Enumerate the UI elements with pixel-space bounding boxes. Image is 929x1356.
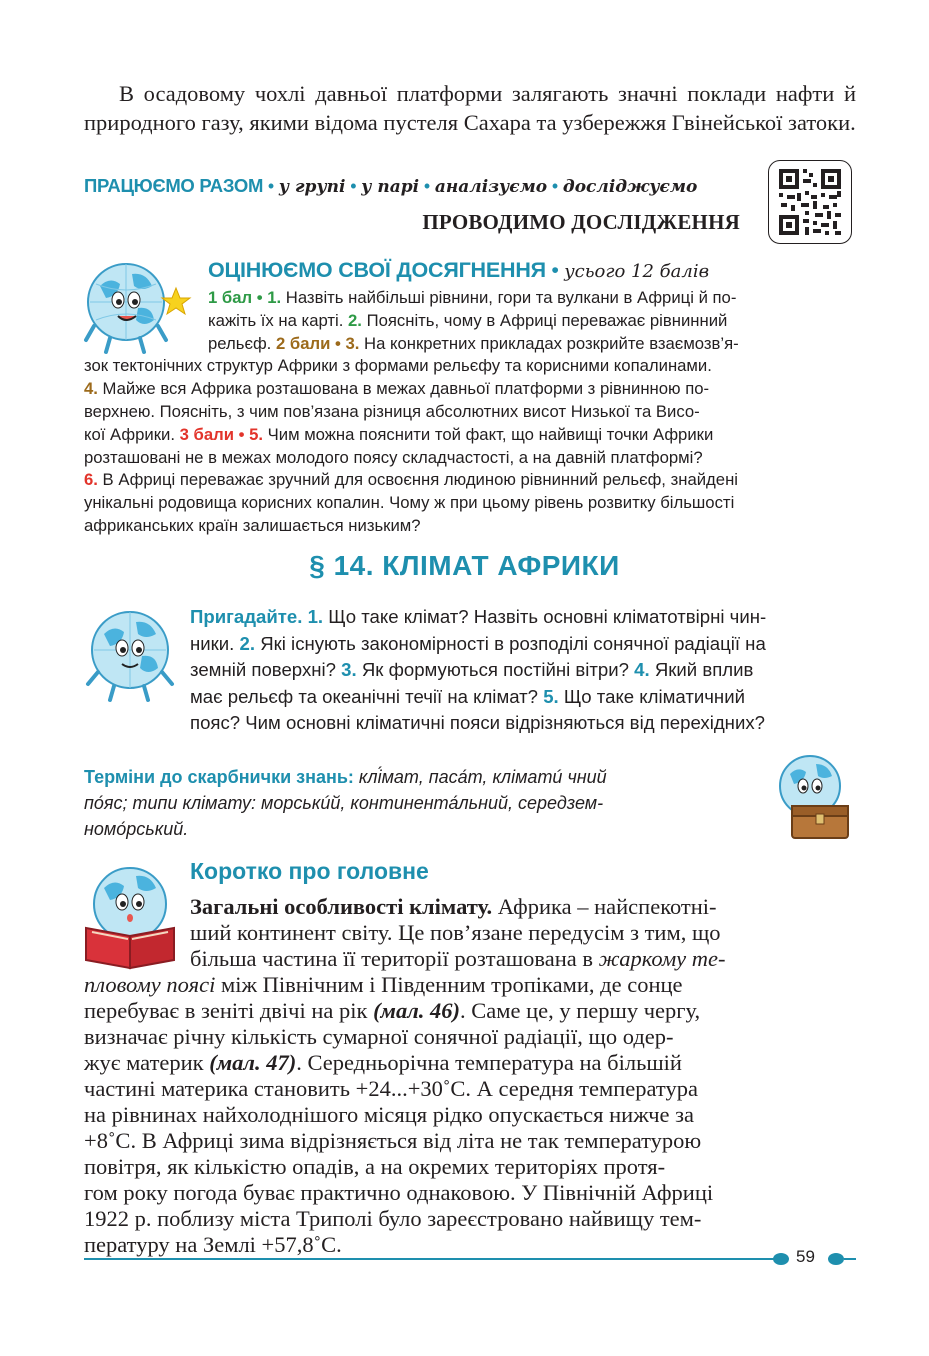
brief-segment: . Середньорічна температура на більшій — [296, 1050, 682, 1075]
recall-line — [190, 684, 745, 710]
bullet-dot: • — [551, 258, 559, 282]
terms-line — [84, 764, 607, 790]
brief-line — [84, 1050, 682, 1076]
achievements-line — [84, 515, 421, 538]
achievements-segment: Назвіть найбільші рівнини, гори та вулкани в Африці й по- — [281, 288, 737, 307]
achievements-line — [84, 469, 738, 492]
brief-line — [190, 920, 721, 946]
terms-segment: Терміни до скарбнички знань: — [84, 767, 354, 787]
bullet-dot: • — [551, 176, 559, 196]
achievements-segment: кажіть їх на карті. — [208, 310, 349, 330]
achievements-segment: 1 бал • 1. — [208, 288, 282, 307]
achievements-segment: В Африці переважає зручний для освоєння людиною рівнинний рельєф, знайдені — [97, 470, 738, 490]
work-item-group: у групі — [278, 177, 346, 197]
recall-segment: 3. — [341, 659, 357, 680]
recall-segment: пояс? Чим основні кліматичні пояси відрізняються від перехідних? — [190, 712, 765, 733]
recall-line — [190, 604, 766, 630]
brief-line — [84, 1206, 701, 1232]
brief-segment: пературу на Землі +57,8˚С. — [84, 1232, 342, 1257]
terms-line — [84, 816, 188, 842]
achievements-segment: африканських країн залишається низьким? — [84, 516, 421, 535]
recall-line — [190, 710, 765, 736]
achievements-title: ОЦІНЮЄМО СВОЇ ДОСЯГНЕННЯ — [208, 258, 546, 282]
recall-segment: Які існують закономірності в розподілі сонячної радіації на — [255, 632, 766, 654]
recall-segment: Пригадайте. 1. — [190, 606, 324, 627]
achievements-segment: зок тектонічних структур Африки з формами рельєфу та корисними копалинами. — [84, 356, 712, 376]
work-together-row — [84, 175, 744, 198]
achievements-segment: 4. — [84, 379, 98, 399]
brief-line — [84, 1128, 701, 1154]
bullet-dot: • — [423, 176, 431, 196]
achievements-segment: 3 бали • 5. — [179, 424, 263, 444]
qr-code-graphic — [769, 161, 853, 245]
recall-segment: ники. — [190, 632, 240, 654]
brief-line — [84, 1102, 694, 1128]
recall-segment: 4. — [634, 659, 650, 680]
achievements-line — [84, 447, 703, 470]
brief-segment: Африка – найспекотні- — [492, 894, 717, 919]
terms-line — [84, 790, 603, 816]
brief-segment: жаркому те- — [598, 946, 726, 971]
globe-reading-book-icon — [80, 862, 190, 972]
achievements-segment: 6. — [84, 470, 98, 490]
achievements-line — [208, 287, 736, 310]
recall-segment: Який вплив — [649, 659, 754, 680]
achievements-segment: верхнею. Поясніть, з чим пов’язана різниця абсолютних висот Низької та Висо- — [84, 402, 700, 421]
achievements-subtitle: усього 12 балів — [564, 261, 710, 282]
achievements-line — [84, 378, 709, 401]
recall-segment: має рельєф та океанічні течії на клімат? — [190, 685, 544, 707]
brief-line — [84, 1180, 713, 1206]
intro-paragraph: В осадовому чохлі давньої платформи залягають значні поклади нафти й природного газу, якими відома пустеля Сахара та узбережжя Гвінейської затоки. — [84, 81, 856, 135]
work-item-analyze: аналізуємо — [434, 177, 548, 197]
achievements-line — [84, 424, 713, 447]
achievements-line — [84, 355, 712, 378]
brief-segment: гом року погода буває практично однаковою. У Північній Африці — [84, 1180, 714, 1205]
brief-segment: частині материка становить +24...+30˚С. А середня температура — [84, 1076, 698, 1101]
brief-line — [84, 972, 683, 998]
globe-treasure-chest-icon — [770, 752, 858, 842]
brief-segment: (мал. 46) — [373, 998, 461, 1023]
section-title: § 14. КЛІМАТ АФРИКИ — [309, 550, 620, 581]
recall-segment: Як формуються постійні вітри? — [356, 659, 635, 680]
terms-segment: номо́рський. — [84, 819, 189, 839]
terms-segment: по́яс; типи клімату: морськúй, континента́льний, середзем- — [84, 793, 604, 813]
globe-mascot-icon — [80, 604, 180, 704]
achievements-segment: Поясніть, чому в Африці переважає рівнинний — [361, 310, 728, 330]
achievements-segment: Чим можна пояснити той факт, що найвищі точки Африки — [263, 424, 714, 444]
brief-segment: Загальні особливості клімату. — [190, 894, 493, 919]
recall-segment: земній поверхні? — [190, 659, 342, 680]
globe-mascot-icon — [80, 256, 192, 356]
achievements-segment: розташовані не в межах молодого поясу складчастості, а на давній платформі? — [84, 447, 703, 467]
achievements-segment: Майже вся Африка розташована в межах давньої платформи з рівнинною по- — [97, 379, 710, 399]
recall-segment: 2. — [239, 632, 256, 654]
brief-segment: 1922 р. поблизу міста Триполі було зареєстровано найвищу тем- — [84, 1206, 702, 1231]
brief-segment: на рівнинах найхолоднішого місяця рідко опускається нижче за — [84, 1102, 695, 1127]
brief-segment: ший континент світу. Це пов’язане передусім з тим, що — [190, 920, 721, 945]
brief-segment: повітря, як кількістю опадів, а на окремих територіях протя- — [84, 1154, 666, 1179]
brief-segment: жує материк — [84, 1050, 210, 1075]
footer-left-ornament-icon — [766, 1250, 790, 1268]
achievements-line — [84, 401, 700, 424]
recall-line — [190, 657, 753, 683]
recall-segment: 5. — [543, 685, 559, 707]
brief-line — [84, 998, 700, 1024]
brief-segment: визначає річну кількість сумарної сонячної радіації, що одер- — [84, 1024, 674, 1049]
achievements-segment: унікальні родовища корисних копалин. Чому ж при цьому рівень розвитку більшості — [84, 493, 735, 513]
qr-code-icon[interactable] — [768, 160, 852, 244]
page-number: 59 — [796, 1247, 815, 1266]
brief-segment: перебуває в зеніті двічі на рік — [84, 998, 374, 1023]
terms-segment: клі́мат, паса́т, кліматú чний — [353, 767, 607, 787]
achievements-line — [208, 310, 727, 333]
achievements-segment: кої Африки. — [84, 424, 180, 444]
bullet-dot: • — [267, 176, 275, 196]
bullet-dot: • — [350, 176, 357, 196]
achievements-line — [84, 492, 734, 515]
achievements-segment: 2 бали • 3. — [275, 333, 360, 353]
brief-segment: . Саме це, у першу чергу, — [460, 998, 701, 1023]
achievements-title-row — [208, 258, 709, 283]
work-together-label: ПРАЦЮЄМО РАЗОМ — [84, 175, 264, 196]
footer-rule — [84, 1258, 774, 1260]
brief-line — [84, 1154, 665, 1180]
brief-segment: більша частина її території розташована в — [190, 946, 599, 971]
research-heading: ПРОВОДИМО ДОСЛІДЖЕННЯ — [422, 210, 740, 234]
work-item-research: досліджуємо — [562, 177, 698, 197]
achievements-segment: На конкретних прикладах розкрийте взаємозв’я- — [359, 333, 739, 353]
achievements-line — [208, 333, 739, 356]
brief-segment: (мал. 47) — [209, 1050, 297, 1075]
brief-summary-title: Коротко про головне — [190, 858, 429, 884]
brief-line — [84, 1076, 698, 1102]
work-item-pair: у парі — [361, 177, 420, 197]
recall-segment: Що таке кліматичний — [558, 685, 745, 707]
footer-right-ornament-icon — [826, 1250, 856, 1268]
brief-line — [190, 946, 726, 972]
brief-line — [84, 1232, 342, 1258]
brief-segment: пловому поясі — [84, 972, 216, 997]
recall-segment: Що таке клімат? Назвіть основні кліматотвірні чин- — [323, 606, 767, 627]
achievements-segment: 2. — [348, 310, 362, 330]
brief-segment: між Північним і Південним тропіками, де сонце — [215, 972, 683, 997]
achievements-segment: рельєф. — [208, 333, 276, 353]
brief-line — [84, 1024, 674, 1050]
brief-line — [190, 894, 717, 920]
recall-line — [190, 631, 766, 657]
brief-segment: +8˚С. В Африці зима відрізняється від літа не так температурою — [84, 1128, 702, 1153]
